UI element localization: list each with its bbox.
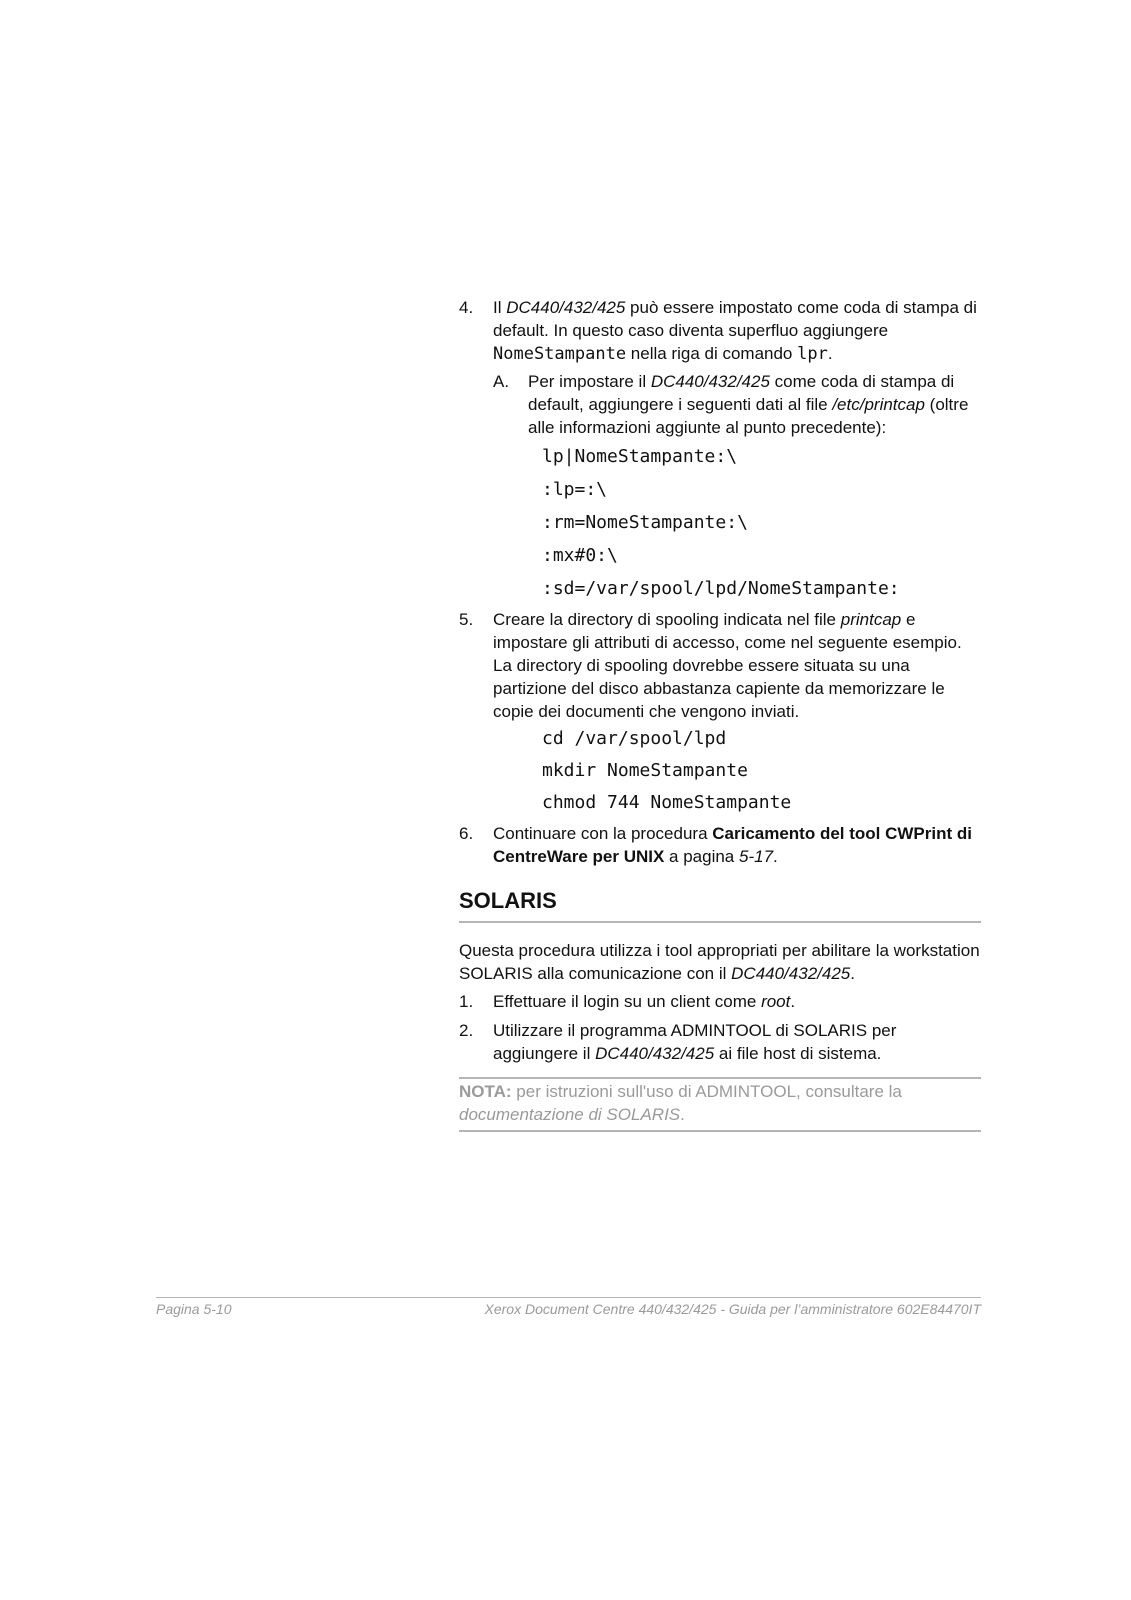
spool-code-block (459, 723, 981, 819)
code-line: :sd=/var/spool/lpd/NomeStampante: (542, 578, 900, 599)
heading-rule (459, 921, 981, 923)
page-reference: 5-17 (739, 847, 774, 866)
note-top-rule (459, 1077, 981, 1079)
note-reference: documentazione di SOLARIS (459, 1105, 681, 1124)
step-text: Il (493, 298, 507, 317)
printcap-code-block (459, 440, 981, 605)
solaris-section (459, 888, 981, 1132)
file-path: /etc/printcap (832, 395, 925, 414)
step-text: ai file host di sistema. (714, 1044, 882, 1063)
intro-text: . (850, 964, 855, 983)
step-text: Utilizzare il programma ADMINTOOL di SOLARIS per aggiungere il (493, 1021, 897, 1063)
intro-text: Questa procedura utilizza i tool appropriati per abilitare la workstation SOLARIS alla comunicazione con il (459, 941, 980, 983)
note-box (459, 1080, 981, 1126)
model-name: DC440/432/425 (650, 372, 770, 391)
main-column (459, 296, 981, 1132)
step-text: . (790, 992, 796, 1011)
step-text: (oltre alle informazioni aggiunte al punto precedente): (528, 395, 969, 437)
inline-code: NomeStampante (493, 344, 627, 364)
section-heading: SOLARIS (459, 888, 557, 913)
step-text: nella riga di comando (626, 344, 798, 363)
code-line: :rm=NomeStampante:\ (542, 512, 748, 533)
step-text: . (827, 344, 833, 363)
sub-step-letter: A. (493, 372, 510, 391)
step-text: . (773, 847, 778, 866)
step-number: 2. (459, 1021, 474, 1040)
code-line: :mx#0:\ (542, 545, 618, 566)
note-label: NOTA: (459, 1082, 512, 1101)
file-name: printcap (840, 610, 902, 629)
footer-rule (156, 1297, 981, 1298)
step-text: Creare la directory di spooling indicata nel file (493, 610, 841, 629)
page-number: Pagina 5-10 (156, 1301, 232, 1317)
step-text: come coda di stampa di default, aggiungere i seguenti dati al file (528, 372, 955, 414)
user-name: root (761, 992, 791, 1011)
procedure-link-text: Caricamento del tool CWPrint di CentreWare per UNIX (493, 824, 972, 866)
model-name: DC440/432/425 (506, 298, 626, 317)
code-line: chmod 744 NomeStampante (542, 792, 792, 813)
code-line: mkdir NomeStampante (542, 760, 748, 781)
page-footer (156, 1297, 981, 1317)
model-name: DC440/432/425 (595, 1044, 715, 1063)
step-text: a pagina (664, 847, 739, 866)
step-text: Per impostare il (528, 372, 651, 391)
step-text: Continuare con la procedura (493, 824, 713, 843)
solaris-step-1 (459, 990, 981, 1013)
step-text: può essere impostato come coda di stampa di default. In questo caso diventa superfluo aggiungere (493, 298, 977, 340)
step-number: 4. (459, 298, 474, 317)
section-intro (459, 939, 981, 985)
step-4-sub-a (459, 370, 981, 439)
code-line: :lp=:\ (542, 479, 608, 500)
step-5 (459, 608, 981, 723)
step-text: e impostare gli attributi di accesso, come nel seguente esempio. La directory di spooling dovrebbe essere situata su una partizione del disco abbastanza capiente da memorizzare le copie dei documenti che vengono inviati. (493, 610, 962, 721)
step-4 (459, 296, 981, 366)
inline-code: lpr (797, 344, 828, 364)
step-number: 5. (459, 610, 474, 629)
solaris-step-2 (459, 1019, 981, 1065)
step-number: 6. (459, 824, 474, 843)
step-text: Effettuare il login su un client come (493, 992, 762, 1011)
code-line: lp|NomeStampante:\ (542, 446, 738, 467)
step-6 (459, 822, 981, 868)
note-bottom-rule (459, 1130, 981, 1132)
note-text: per istruzioni sull'uso di ADMINTOOL, consultare la (511, 1082, 902, 1101)
document-title: Xerox Document Centre 440/432/425 - Guida per l’amministratore 602E84470IT (484, 1301, 981, 1317)
step-number: 1. (459, 992, 474, 1011)
code-line: cd /var/spool/lpd (542, 728, 727, 749)
model-name: DC440/432/425 (731, 964, 851, 983)
note-text: . (680, 1105, 685, 1124)
